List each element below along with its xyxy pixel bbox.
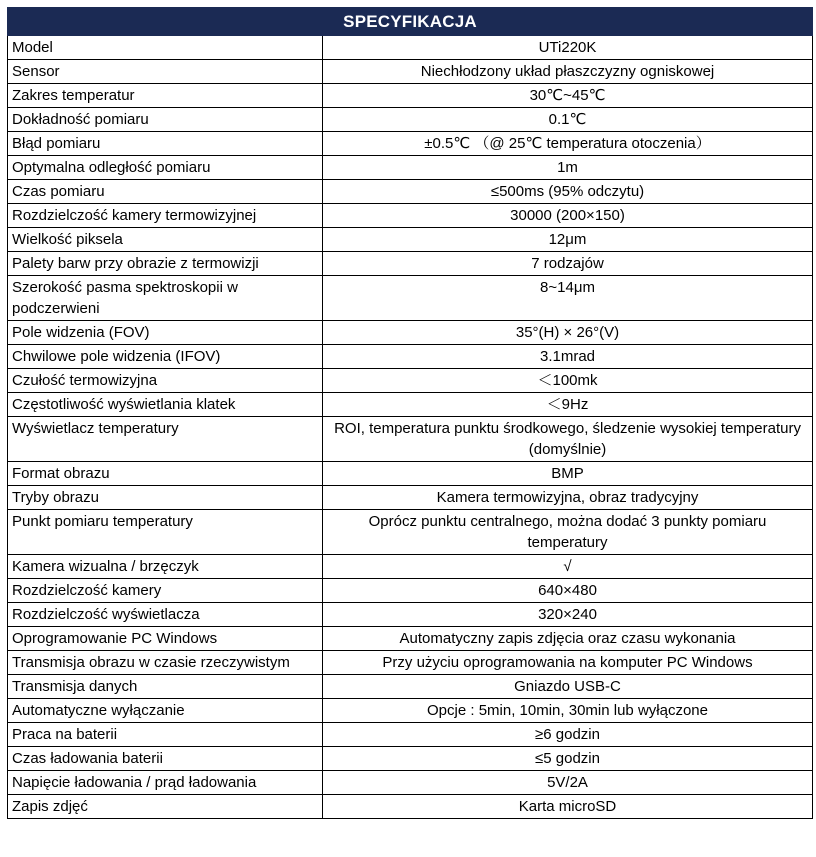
spec-value: 320×240 bbox=[323, 603, 813, 627]
table-row bbox=[8, 345, 813, 369]
spec-value: 12μm bbox=[323, 228, 813, 252]
table-row bbox=[8, 321, 813, 345]
spec-value: Oprócz punktu centralnego, można dodać 3 punkty pomiaru temperatury bbox=[323, 510, 813, 555]
table-row bbox=[8, 156, 813, 180]
spec-label: Palety barw przy obrazie z termowizji bbox=[8, 252, 323, 276]
table-row bbox=[8, 723, 813, 747]
spec-value: √ bbox=[323, 555, 813, 579]
spec-value: Kamera termowizyjna, obraz tradycyjny bbox=[323, 486, 813, 510]
table-row bbox=[8, 486, 813, 510]
spec-label: Czas pomiaru bbox=[8, 180, 323, 204]
spec-value: BMP bbox=[323, 462, 813, 486]
table-title: SPECYFIKACJA bbox=[8, 8, 813, 36]
table-row bbox=[8, 699, 813, 723]
spec-label: Pole widzenia (FOV) bbox=[8, 321, 323, 345]
table-row bbox=[8, 204, 813, 228]
spec-label: Szerokość pasma spektroskopii w podczerwieni bbox=[8, 276, 323, 321]
spec-table-body bbox=[8, 36, 813, 819]
spec-value: ROI, temperatura punktu środkowego, śledzenie wysokiej temperatury (domyślnie) bbox=[323, 417, 813, 462]
table-row bbox=[8, 132, 813, 156]
spec-value: 640×480 bbox=[323, 579, 813, 603]
spec-label: Sensor bbox=[8, 60, 323, 84]
table-row bbox=[8, 228, 813, 252]
table-row bbox=[8, 627, 813, 651]
spec-label: Wielkość piksela bbox=[8, 228, 323, 252]
spec-label: Oprogramowanie PC Windows bbox=[8, 627, 323, 651]
table-row bbox=[8, 393, 813, 417]
spec-table bbox=[7, 7, 813, 819]
spec-table-wrapper bbox=[7, 7, 812, 819]
spec-label: Częstotliwość wyświetlania klatek bbox=[8, 393, 323, 417]
spec-label: Rozdzielczość kamery bbox=[8, 579, 323, 603]
spec-label: Kamera wizualna / brzęczyk bbox=[8, 555, 323, 579]
spec-label: Błąd pomiaru bbox=[8, 132, 323, 156]
table-row bbox=[8, 369, 813, 393]
spec-label: Napięcie ładowania / prąd ładowania bbox=[8, 771, 323, 795]
spec-label: Wyświetlacz temperatury bbox=[8, 417, 323, 462]
spec-value: 3.1mrad bbox=[323, 345, 813, 369]
table-row bbox=[8, 795, 813, 819]
table-row bbox=[8, 771, 813, 795]
spec-value: Gniazdo USB-C bbox=[323, 675, 813, 699]
spec-label: Czas ładowania baterii bbox=[8, 747, 323, 771]
spec-label: Rozdzielczość wyświetlacza bbox=[8, 603, 323, 627]
table-row bbox=[8, 675, 813, 699]
spec-value: 1m bbox=[323, 156, 813, 180]
spec-value: 30000 (200×150) bbox=[323, 204, 813, 228]
spec-value: 8~14μm bbox=[323, 276, 813, 321]
spec-value: UTi220K bbox=[323, 36, 813, 60]
table-row bbox=[8, 462, 813, 486]
table-row bbox=[8, 417, 813, 462]
spec-label: Optymalna odległość pomiaru bbox=[8, 156, 323, 180]
table-row bbox=[8, 651, 813, 675]
spec-value: Automatyczny zapis zdjęcia oraz czasu wykonania bbox=[323, 627, 813, 651]
spec-label: Zapis zdjęć bbox=[8, 795, 323, 819]
table-row bbox=[8, 84, 813, 108]
spec-label: Automatyczne wyłączanie bbox=[8, 699, 323, 723]
spec-label: Zakres temperatur bbox=[8, 84, 323, 108]
table-row bbox=[8, 747, 813, 771]
spec-label: Praca na baterii bbox=[8, 723, 323, 747]
table-row bbox=[8, 180, 813, 204]
table-row bbox=[8, 603, 813, 627]
spec-label: Rozdzielczość kamery termowizyjnej bbox=[8, 204, 323, 228]
spec-value: 30℃~45℃ bbox=[323, 84, 813, 108]
spec-label: Transmisja obrazu w czasie rzeczywistym bbox=[8, 651, 323, 675]
table-row bbox=[8, 108, 813, 132]
table-row bbox=[8, 60, 813, 84]
spec-label: Czułość termowizyjna bbox=[8, 369, 323, 393]
spec-label: Format obrazu bbox=[8, 462, 323, 486]
spec-value: ＜100mk bbox=[323, 369, 813, 393]
spec-value: 35°(H) × 26°(V) bbox=[323, 321, 813, 345]
spec-value: 0.1℃ bbox=[323, 108, 813, 132]
table-row bbox=[8, 555, 813, 579]
spec-value: 5V/2A bbox=[323, 771, 813, 795]
spec-label: Dokładność pomiaru bbox=[8, 108, 323, 132]
spec-value: Opcje : 5min, 10min, 30min lub wyłączone bbox=[323, 699, 813, 723]
table-row bbox=[8, 36, 813, 60]
table-row bbox=[8, 510, 813, 555]
spec-value: Karta microSD bbox=[323, 795, 813, 819]
spec-value: ≤500ms (95% odczytu) bbox=[323, 180, 813, 204]
table-header-row bbox=[8, 8, 813, 36]
spec-label: Punkt pomiaru temperatury bbox=[8, 510, 323, 555]
spec-value: ≥6 godzin bbox=[323, 723, 813, 747]
spec-value: Niechłodzony układ płaszczyzny ogniskowej bbox=[323, 60, 813, 84]
table-row bbox=[8, 276, 813, 321]
table-row bbox=[8, 579, 813, 603]
spec-value: 7 rodzajów bbox=[323, 252, 813, 276]
spec-label: Model bbox=[8, 36, 323, 60]
spec-value: ±0.5℃ （@ 25℃ temperatura otoczenia） bbox=[323, 132, 813, 156]
spec-label: Chwilowe pole widzenia (IFOV) bbox=[8, 345, 323, 369]
spec-value: ≤5 godzin bbox=[323, 747, 813, 771]
spec-value: ＜9Hz bbox=[323, 393, 813, 417]
spec-label: Tryby obrazu bbox=[8, 486, 323, 510]
spec-value: Przy użyciu oprogramowania na komputer PC Windows bbox=[323, 651, 813, 675]
spec-label: Transmisja danych bbox=[8, 675, 323, 699]
table-row bbox=[8, 252, 813, 276]
